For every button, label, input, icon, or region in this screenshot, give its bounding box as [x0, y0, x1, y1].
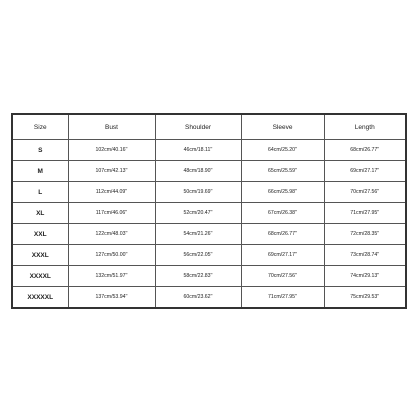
cell-length: 68cm/26.77''	[324, 140, 406, 161]
cell-bust: 117cm/46.06''	[68, 203, 155, 224]
cell-bust: 102cm/40.16''	[68, 140, 155, 161]
header-size: Size	[12, 114, 68, 140]
cell-bust: 127cm/50.00''	[68, 245, 155, 266]
cell-sleeve: 67cm/26.38''	[241, 203, 324, 224]
cell-size: XXXL	[12, 245, 68, 266]
cell-length: 75cm/29.53''	[324, 287, 406, 309]
cell-shoulder: 56cm/22.05''	[155, 245, 241, 266]
cell-size: XXXXL	[12, 266, 68, 287]
cell-size: XXL	[12, 224, 68, 245]
cell-size: XXXXXL	[12, 287, 68, 309]
cell-bust: 137cm/53.94''	[68, 287, 155, 309]
table-header-row	[12, 114, 406, 140]
cell-shoulder: 54cm/21.26''	[155, 224, 241, 245]
cell-sleeve: 68cm/26.77''	[241, 224, 324, 245]
table-row	[12, 245, 406, 266]
cell-shoulder: 52cm/20.47''	[155, 203, 241, 224]
table-row	[12, 161, 406, 182]
cell-bust: 132cm/51.97''	[68, 266, 155, 287]
cell-length: 71cm/27.95''	[324, 203, 406, 224]
cell-bust: 112cm/44.09''	[68, 182, 155, 203]
cell-shoulder: 60cm/23.62''	[155, 287, 241, 309]
header-length: Length	[324, 114, 406, 140]
cell-length: 74cm/29.13''	[324, 266, 406, 287]
table-row	[12, 182, 406, 203]
table-row	[12, 140, 406, 161]
cell-shoulder: 50cm/19.69''	[155, 182, 241, 203]
header-bust: Bust	[68, 114, 155, 140]
cell-length: 73cm/28.74''	[324, 245, 406, 266]
table-row	[12, 203, 406, 224]
cell-bust: 107cm/42.13''	[68, 161, 155, 182]
table-row	[12, 224, 406, 245]
cell-length: 69cm/27.17''	[324, 161, 406, 182]
cell-sleeve: 70cm/27.56''	[241, 266, 324, 287]
table-row	[12, 287, 406, 309]
cell-sleeve: 71cm/27.95''	[241, 287, 324, 309]
cell-size: XL	[12, 203, 68, 224]
cell-bust: 122cm/48.03''	[68, 224, 155, 245]
cell-sleeve: 66cm/25.98''	[241, 182, 324, 203]
cell-length: 70cm/27.56''	[324, 182, 406, 203]
cell-length: 72cm/28.35''	[324, 224, 406, 245]
header-shoulder: Shoulder	[155, 114, 241, 140]
cell-size: S	[12, 140, 68, 161]
table-row	[12, 266, 406, 287]
cell-size: M	[12, 161, 68, 182]
cell-sleeve: 65cm/25.59''	[241, 161, 324, 182]
cell-shoulder: 46cm/18.11''	[155, 140, 241, 161]
header-sleeve: Sleeve	[241, 114, 324, 140]
cell-sleeve: 64cm/25.20''	[241, 140, 324, 161]
size-chart-table	[11, 113, 407, 309]
cell-shoulder: 48cm/18.90''	[155, 161, 241, 182]
cell-sleeve: 69cm/27.17''	[241, 245, 324, 266]
cell-shoulder: 58cm/22.83''	[155, 266, 241, 287]
cell-size: L	[12, 182, 68, 203]
